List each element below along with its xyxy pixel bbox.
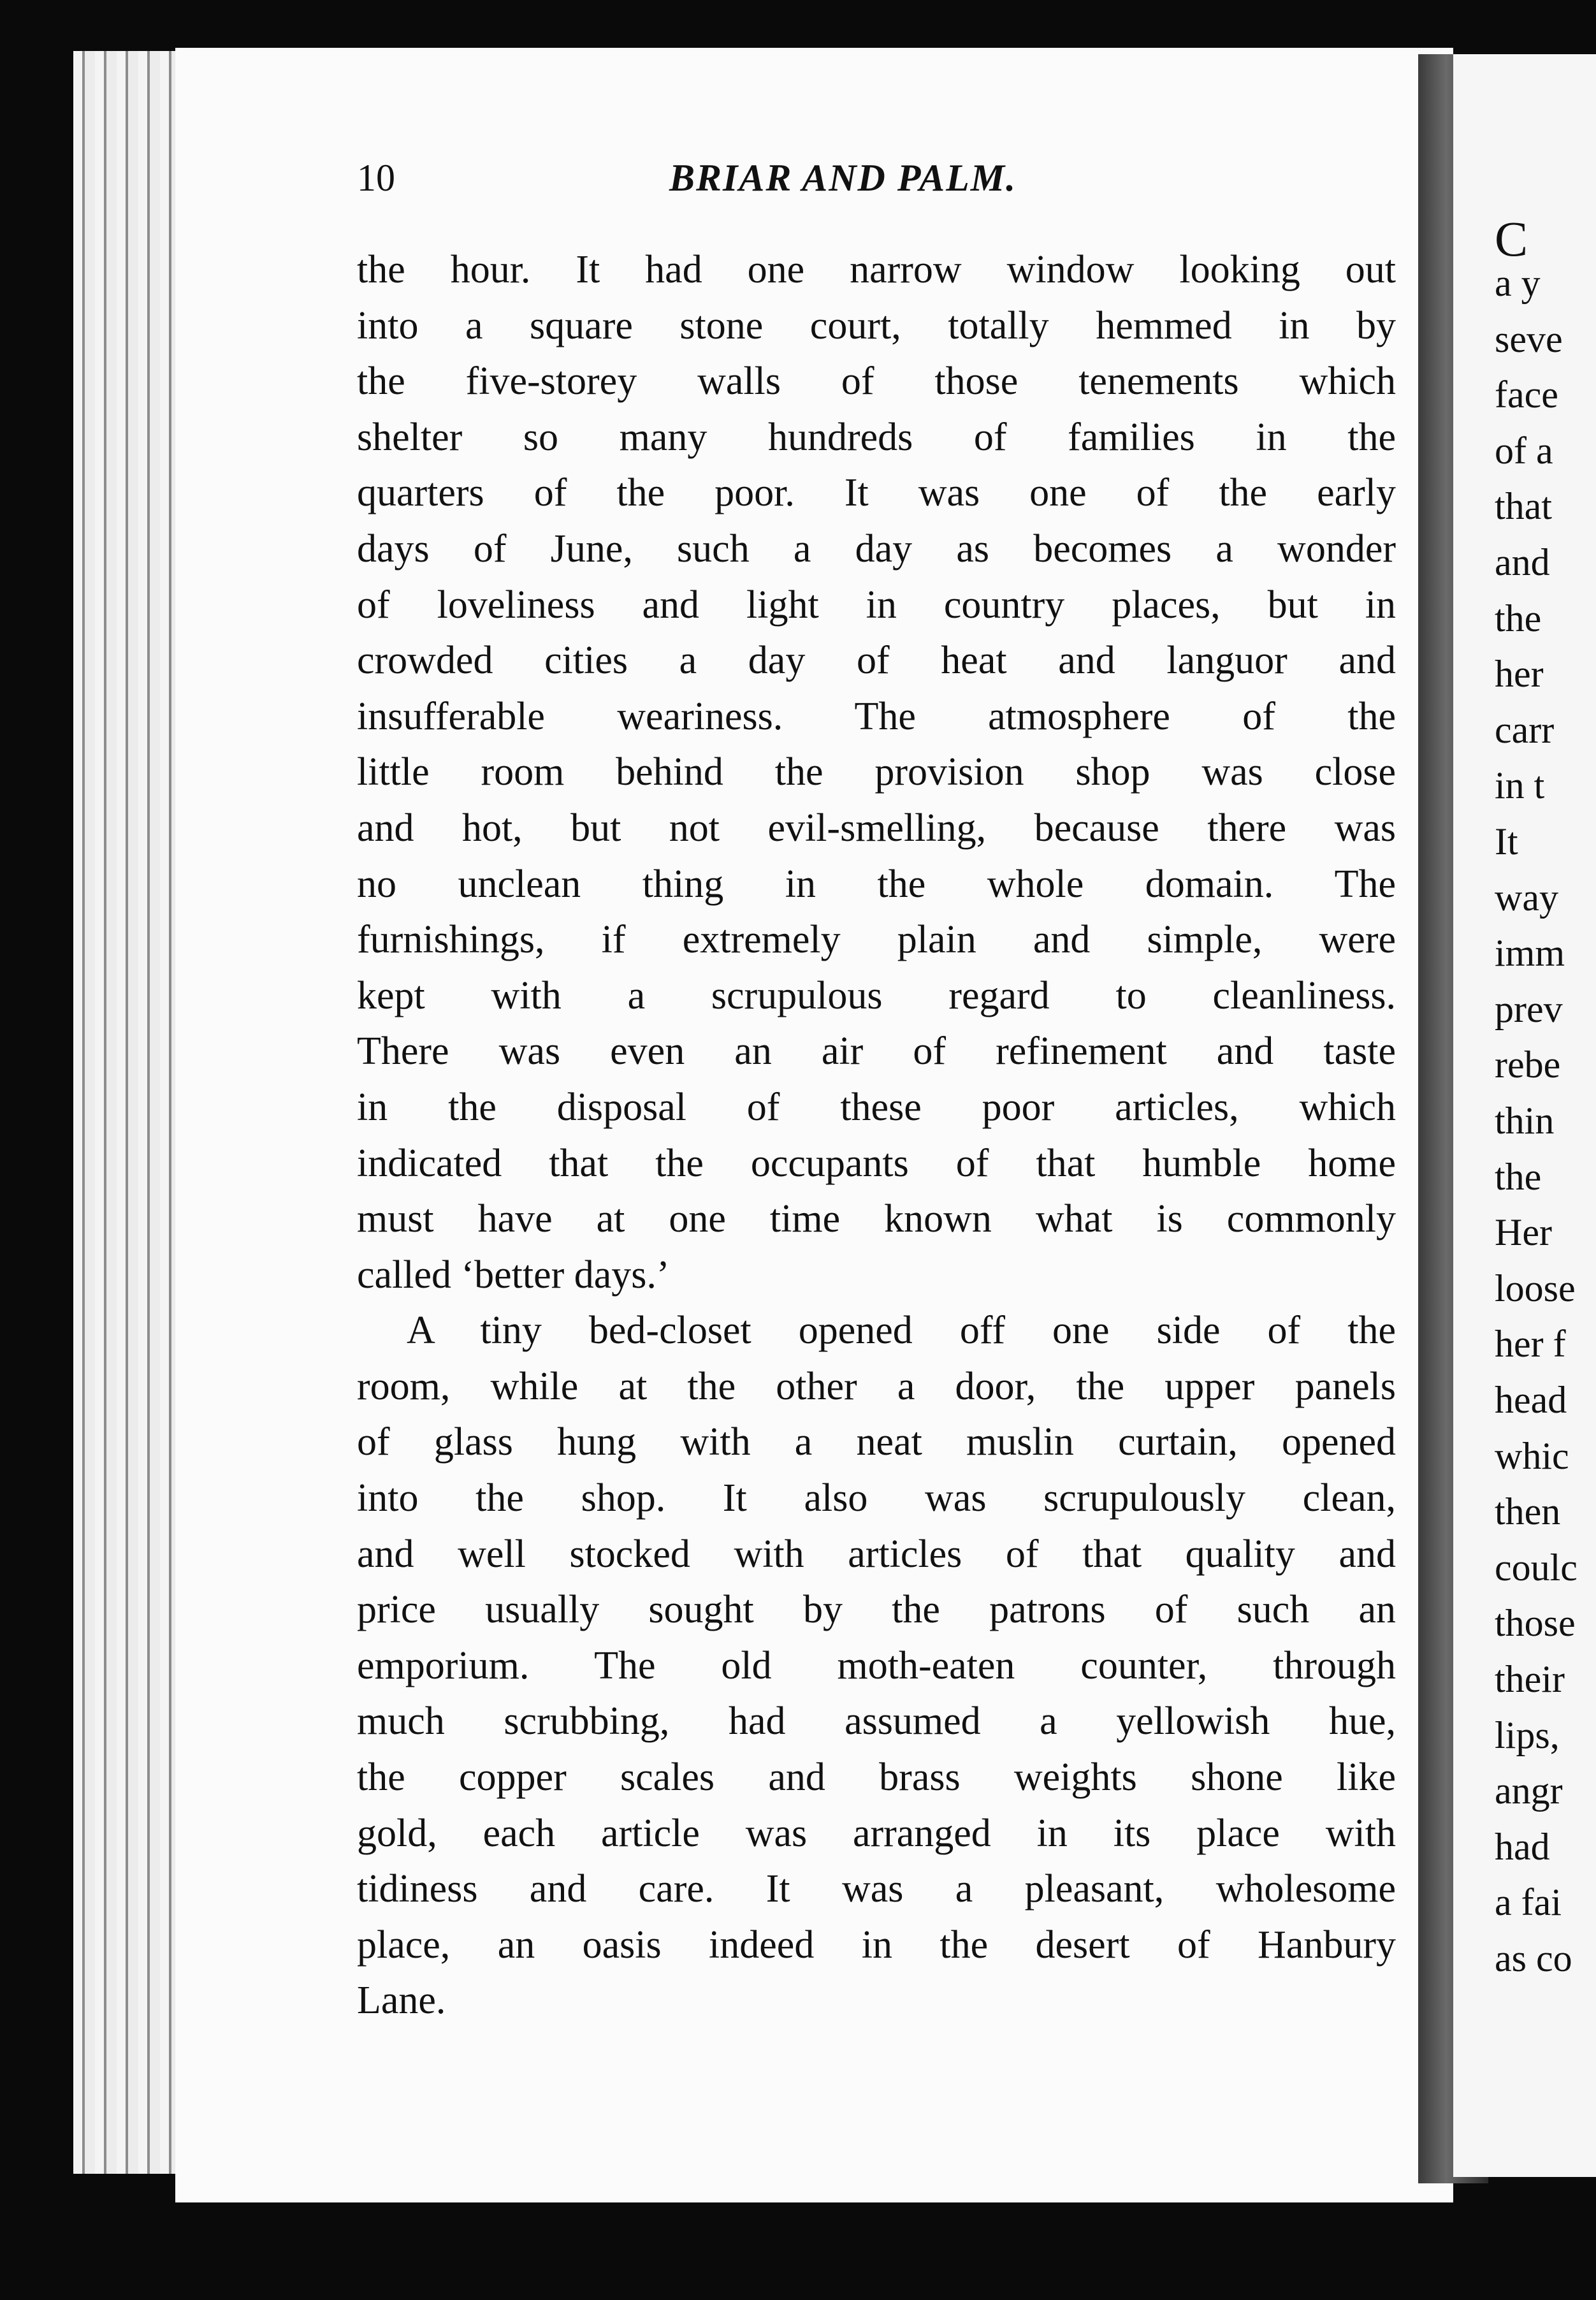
facing-page-text: the: [1495, 1155, 1542, 1198]
facing-page-text: angr: [1495, 1770, 1563, 1812]
paragraph: [357, 1303, 1396, 2029]
facing-page-text: thin: [1495, 1100, 1555, 1142]
text-line: furnishings, if extremely plain and simple, were: [357, 918, 1396, 962]
text-line: room, while at the other a door, the upper panels: [357, 1364, 1396, 1408]
text-line: Lane.: [357, 1979, 446, 2023]
text-line: price usually sought by the patrons of such an: [357, 1588, 1396, 1632]
text-line: kept with a scrupulous regard to cleanliness.: [357, 973, 1396, 1017]
facing-page-text: rebe: [1495, 1044, 1561, 1086]
facing-page-text: as co: [1495, 1937, 1572, 1979]
text-line: days of June, such a day as becomes a wonder: [357, 527, 1396, 571]
text-line: insufferable weariness. The atmosphere of the: [357, 694, 1396, 738]
facing-page-text: that: [1495, 485, 1552, 528]
text-line: and well stocked with articles of that quality and: [357, 1532, 1396, 1576]
facing-page-text: loose: [1495, 1267, 1576, 1309]
facing-page-text: face: [1495, 374, 1558, 416]
text-line: and hot, but not evil-smelling, because there was: [357, 806, 1396, 850]
text-line: little room behind the provision shop was close: [357, 750, 1396, 794]
text-line: shelter so many hundreds of families in the: [357, 415, 1396, 459]
text-line: the copper scales and brass weights shone like: [357, 1756, 1396, 1800]
text-line: called ‘better days.’: [357, 1253, 670, 1297]
facing-page-text: the: [1495, 597, 1542, 639]
facing-page-text: prev: [1495, 987, 1563, 1030]
facing-page-text: It: [1495, 820, 1518, 862]
facing-page-text: a y: [1495, 262, 1541, 304]
facing-page-text: her: [1495, 653, 1544, 695]
text-line: emporium. The old moth-eaten counter, through: [357, 1643, 1396, 1687]
facing-page-text: lips,: [1495, 1714, 1560, 1756]
facing-page-text: head: [1495, 1379, 1567, 1421]
facing-page-text: had: [1495, 1825, 1550, 1868]
text-line: There was even an air of refinement and taste: [357, 1030, 1396, 1074]
facing-page-text: and: [1495, 541, 1550, 583]
text-line: place, an oasis indeed in the desert of Hanbury: [357, 1923, 1396, 1967]
text-line: in the disposal of these poor articles, which: [357, 1085, 1396, 1129]
text-line: crowded cities a day of heat and languor and: [357, 639, 1396, 683]
text-line: into a square stone court, totally hemmed in by: [357, 303, 1396, 347]
facing-page-text: her f: [1495, 1323, 1566, 1365]
facing-page-text: whic: [1495, 1434, 1569, 1477]
text-line: of loveliness and light in country places, but in: [357, 583, 1396, 627]
facing-page: [1453, 54, 1596, 2177]
text-line: tidiness and care. It was a pleasant, wholesome: [357, 1867, 1396, 1911]
paragraph: [357, 242, 1396, 1303]
text-line: must have at one time known what is commonly: [357, 1197, 1396, 1241]
facing-page-text: those: [1495, 1602, 1576, 1645]
facing-page-text: their: [1495, 1658, 1565, 1700]
text-line: indicated that the occupants of that humble home: [357, 1141, 1396, 1185]
text-line: of glass hung with a neat muslin curtain, opened: [357, 1420, 1396, 1464]
text-line: the five-storey walls of those tenements which: [357, 360, 1396, 404]
facing-page-text: of a: [1495, 429, 1553, 472]
text-line: the hour. It had one narrow window looking out: [357, 248, 1396, 291]
facing-page-text: a fai: [1495, 1881, 1562, 1924]
facing-page-text: way: [1495, 876, 1558, 919]
text-line: quarters of the poor. It was one of the early: [357, 471, 1396, 515]
running-title: BRIAR AND PALM.: [669, 157, 1017, 199]
facing-page-text: coulc: [1495, 1546, 1578, 1589]
facing-page-text: seve: [1495, 317, 1563, 360]
page-edges: [73, 51, 185, 2174]
body-text: [357, 242, 1396, 2029]
text-line: into the shop. It also was scrupulously clean,: [357, 1476, 1396, 1520]
text-line: no unclean thing in the whole domain. The: [357, 862, 1396, 906]
running-head: [357, 156, 1402, 207]
text-line: gold, each article was arranged in its place with: [357, 1811, 1396, 1855]
facing-page-text: carr: [1495, 708, 1555, 751]
facing-page-text: C: [1495, 211, 1528, 266]
facing-page-text: then: [1495, 1490, 1561, 1533]
facing-page-text: imm: [1495, 932, 1565, 975]
page-number: 10: [357, 157, 395, 199]
facing-page-text: in t: [1495, 764, 1545, 807]
facing-page-text: Her: [1495, 1211, 1552, 1254]
text-line: much scrubbing, had assumed a yellowish hue,: [357, 1700, 1396, 1743]
text-line: A tiny bed-closet opened off one side of the: [407, 1309, 1396, 1353]
